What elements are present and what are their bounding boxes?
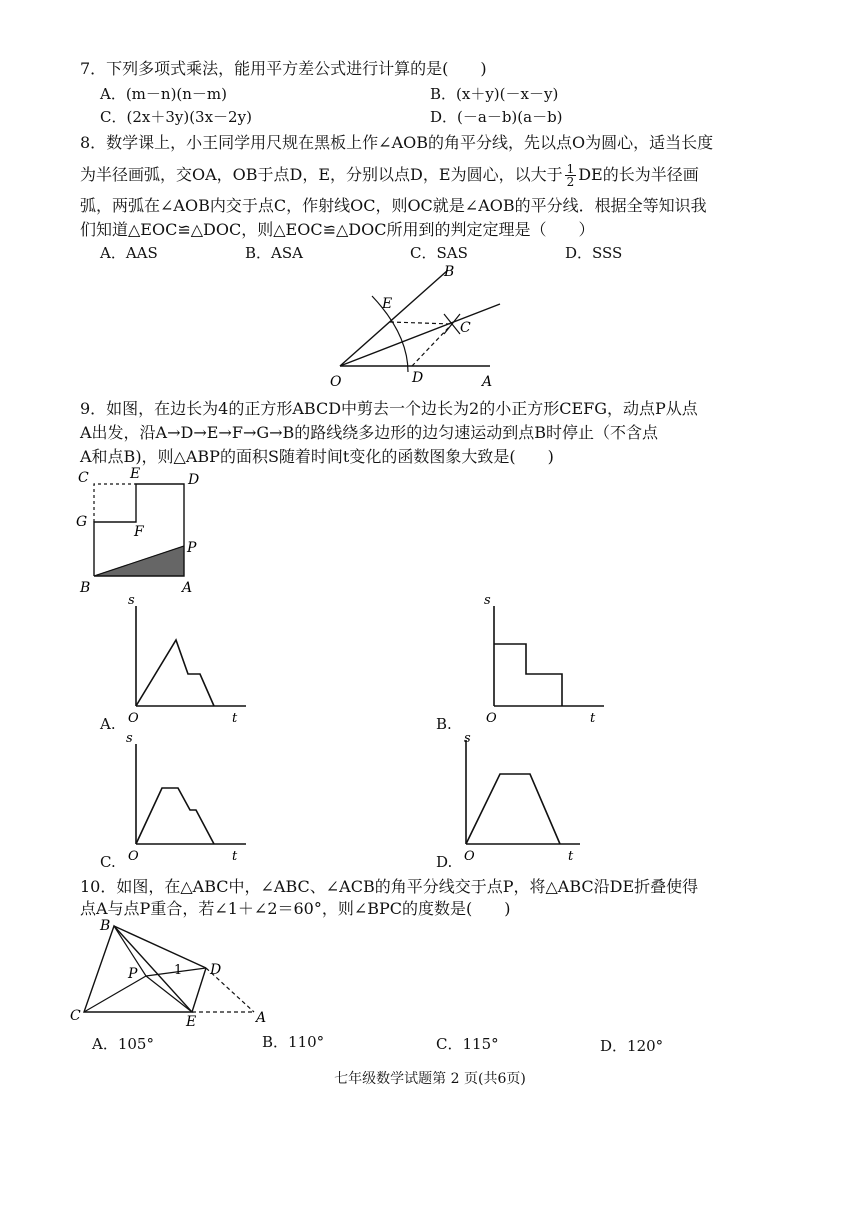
q7-option-c: C．(2x＋3y)(3x－2y) <box>100 108 252 126</box>
q9-graph-b <box>478 592 608 726</box>
graph-a-axis-t: t <box>232 711 238 726</box>
label-o: O <box>330 374 342 390</box>
q9-option-c-letter: C. <box>100 853 116 871</box>
graph-c-curve <box>136 788 214 844</box>
q7-option-d: D．(－a－b)(a－b) <box>430 108 563 126</box>
label-c: C <box>460 320 471 336</box>
graph-a-origin: O <box>128 711 139 726</box>
q8-line-2a: 为半径画弧，交OA，OB于点D，E，分别以点D，E为圆心，以大于 <box>80 165 563 184</box>
label-a: A <box>256 1010 267 1026</box>
q8-option-b: B．ASA <box>245 244 303 262</box>
q8-frac-den: 2 <box>566 175 575 189</box>
label-e: E <box>186 1014 197 1030</box>
label-b: B <box>80 580 91 596</box>
graph-a-axis-s: s <box>128 593 135 608</box>
q10-option-d: D．120° <box>600 1037 664 1055</box>
q8-line-4: 们知道△EOC≌△DOC，则△EOC≌△DOC所用到的判定定理是（ ） <box>80 220 595 239</box>
graph-d-curve <box>466 774 560 844</box>
label-a: A <box>482 374 493 390</box>
page-footer: 七年级数学试题第 2 页(共6页) <box>334 1071 526 1087</box>
q10-option-a: A．105° <box>92 1035 154 1053</box>
q9-line-3: A和点B)，则△ABP的面积S随着时间t变化的函数图象大致是( ) <box>80 447 554 466</box>
label-b: B <box>444 264 455 280</box>
label-d: D <box>188 472 200 488</box>
q8-option-a: A．AAS <box>100 244 158 262</box>
q9-graph-a <box>120 592 250 726</box>
q8-fraction <box>565 163 577 188</box>
q9-graph-d <box>450 730 590 864</box>
graph-d-axis-s: s <box>464 731 471 746</box>
q8-angle-bisector-figure <box>320 262 520 392</box>
graph-b-origin: O <box>486 711 497 726</box>
graph-c-axis-t: t <box>232 849 238 864</box>
segment-pe <box>146 976 192 1012</box>
q8-line-1: 8．数学课上，小王同学用尺规在黑板上作∠AOB的角平分线，先以点O为圆心，适当长度 <box>80 133 714 152</box>
q10-option-c: C．115° <box>436 1035 499 1053</box>
q10-triangle-figure <box>66 916 276 1030</box>
q9-square-figure <box>72 464 212 596</box>
graph-d-axis-t: t <box>568 849 574 864</box>
q9-line-2: A出发，沿A→D→E→F→G→B的路线绕多边形的边匀速运动到点B时停止（不含点 <box>80 423 659 442</box>
label-e: E <box>382 296 393 312</box>
graph-b-curve <box>494 644 562 706</box>
graph-b-axis-s: s <box>484 593 491 608</box>
q10-line-1: 10．如图，在△ABC中，∠ABC、∠ACB的角平分线交于点P，将△ABC沿DE折叠使得 <box>80 877 699 896</box>
graph-d-origin: O <box>464 849 475 864</box>
segment-ec <box>390 322 452 324</box>
label-b: B <box>100 918 111 934</box>
q8-line-3: 弧，两弧在∠AOB内交于点C，作射线OC，则OC就是∠AOB的平分线．根据全等知识我 <box>80 196 707 215</box>
label-angle-1: 1 <box>174 963 183 978</box>
q7-option-b: B．(x＋y)(－x－y) <box>430 85 559 103</box>
label-e: E <box>130 466 141 482</box>
label-a: A <box>182 580 193 596</box>
label-c: C <box>78 470 89 486</box>
q8-line-2 <box>80 163 699 188</box>
graph-c-origin: O <box>128 849 139 864</box>
q9-graph-c <box>120 730 250 864</box>
q8-option-d: D．SSS <box>565 244 623 262</box>
q10-line-2: 点A与点P重合，若∠1＋∠2＝60°，则∠BPC的度数是( ) <box>80 899 511 918</box>
label-f: F <box>134 524 144 540</box>
fold-de <box>192 968 206 1012</box>
q9-option-b-letter: B. <box>436 715 452 733</box>
q9-option-a-letter: A. <box>100 715 116 733</box>
label-p: P <box>128 966 138 982</box>
label-p: P <box>187 540 197 556</box>
q7-option-a: A．(m－n)(n－m) <box>100 85 228 103</box>
removed-square <box>94 484 136 522</box>
ray-oc <box>340 304 500 366</box>
label-d: D <box>210 962 222 978</box>
label-g: G <box>76 514 88 530</box>
graph-b-axis-t: t <box>590 711 596 726</box>
q8-line-2b: DE的长为半径画 <box>578 165 699 184</box>
q10-option-b: B．110° <box>262 1033 325 1051</box>
graph-c-axis-s: s <box>126 731 133 746</box>
q9-option-d-letter: D. <box>436 853 453 871</box>
graph-a-curve <box>136 640 214 706</box>
q8-option-c: C．SAS <box>410 244 468 262</box>
label-c: C <box>70 1008 81 1024</box>
label-d: D <box>412 370 424 386</box>
q8-frac-num: 1 <box>566 162 575 176</box>
ray-ob <box>340 270 448 366</box>
q9-line-1: 9．如图，在边长为4的正方形ABCD中剪去一个边长为2的小正方形CEFG，动点P从点 <box>80 399 698 418</box>
q7-stem: 7．下列多项式乘法，能用平方差公式进行计算的是( ) <box>80 59 487 78</box>
